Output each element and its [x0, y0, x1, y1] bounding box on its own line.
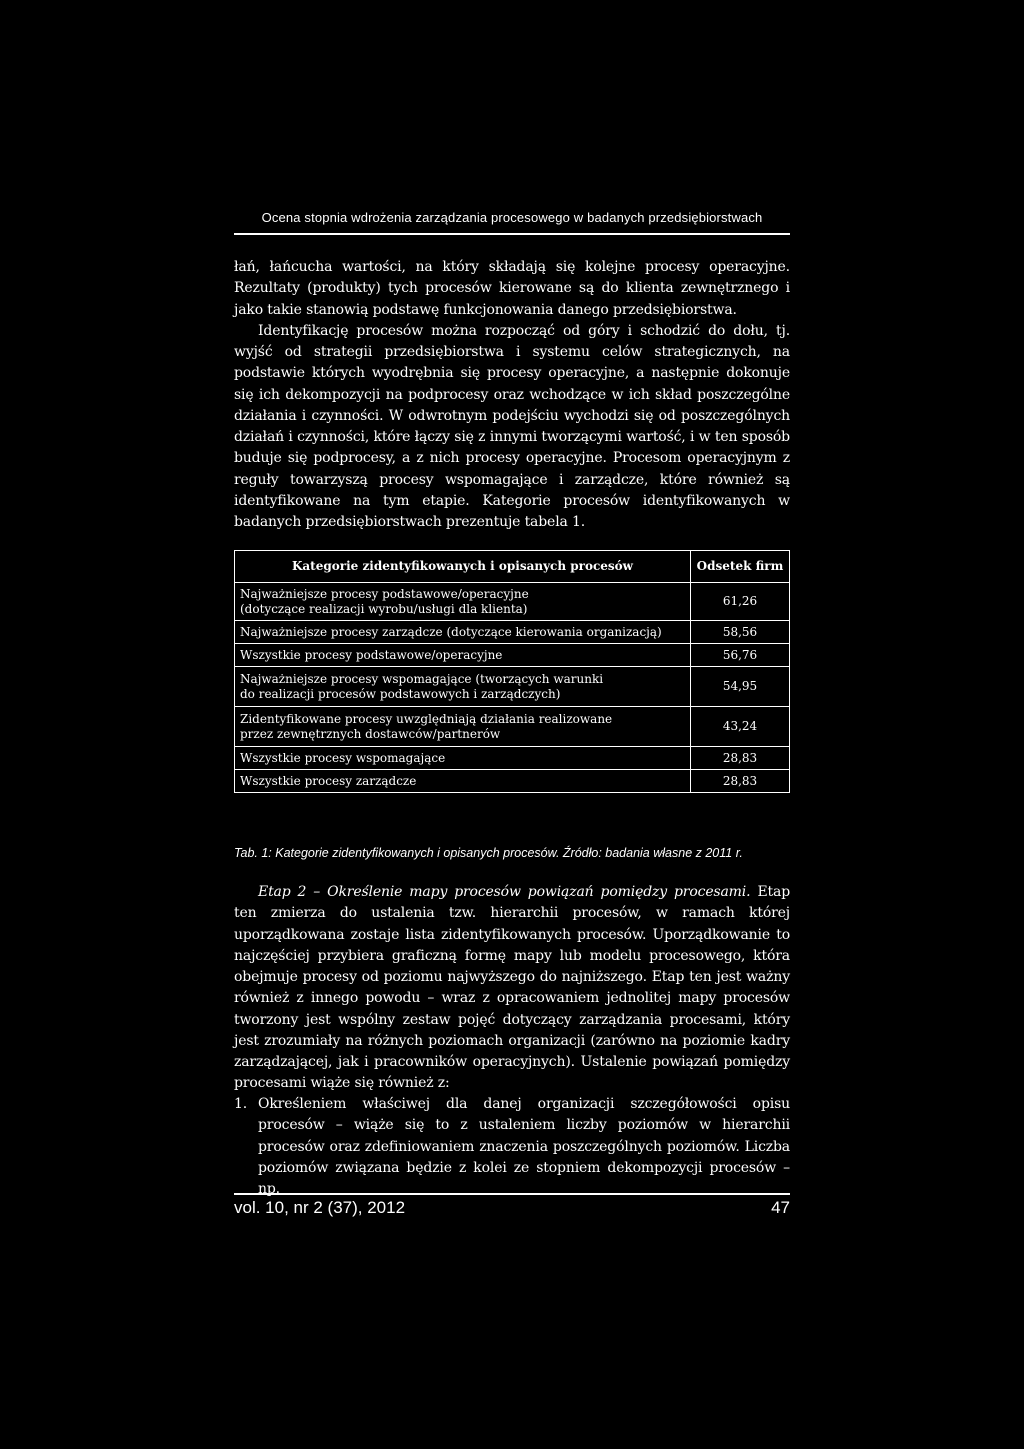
table-row [235, 667, 790, 707]
page-number: 47 [771, 1198, 790, 1217]
table-row [235, 644, 790, 667]
list-item-number: 1. [234, 1096, 248, 1112]
numbered-list [234, 1094, 790, 1200]
process-categories-table [234, 550, 790, 793]
table-cell-label: Wszystkie procesy podstawowe/operacyjne [235, 644, 691, 667]
table-caption: Tab. 1: Kategorie zidentyfikowanych i opisanych procesów. Źródło: badania własne z 2011 r. [234, 846, 743, 860]
table-cell-value: 54,95 [691, 667, 790, 707]
paragraph-3-text: Etap ten zmierza do ustalenia tzw. hierarchii procesów, w ramach której uporządkowana zostaje lista zidentyfikowanych procesów. Uporządkowanie to najczęściej przybiera graficzną formę mapy lub modelu procesowego, która obejmuje procesy od poziomu najwyższego do najniższego. Etap ten jest ważny również z innego powodu – wraz z opracowaniem jednolitej mapy procesów tworzony jest wspólny zestaw pojęć dotyczący zarządzania procesami, który jest zrozumiały na różnych poziomach organizacji (zarówno na poziomie kadry zarządzającej, jak i pracowników operacyjnych). Ustalenie powiązań pomiędzy procesami wiąże się również z: [234, 884, 791, 1092]
list-item-text: Określeniem właściwej dla danej organizacji szczegółowości opisu procesów – wiąże się to z ustaleniem liczby poziomów w hierarchii procesów oraz zdefiniowaniem znaczenia poszczególnych poziomów. Liczba poziomów związana będzie z kolei ze stopniem dekompozycji procesów – np. [258, 1096, 790, 1197]
table-cell-value: 58,56 [691, 621, 790, 644]
table-cell-value: 28,83 [691, 770, 790, 793]
table-cell-label: Najważniejsze procesy zarządcze (dotyczące kierowania organizacją) [235, 621, 691, 644]
table-cell-value: 56,76 [691, 644, 790, 667]
table-header-row [235, 551, 790, 583]
header-rule [234, 233, 790, 235]
table-cell-label: Najważniejsze procesy podstawowe/operacyjne (dotyczące realizacji wyrobu/usługi dla klienta) [235, 583, 691, 621]
table-row [235, 770, 790, 793]
table-row [235, 747, 790, 770]
body-text-top [234, 257, 790, 533]
table-cell-value: 43,24 [691, 707, 790, 747]
table-row [235, 583, 790, 621]
table-cell-label: Najważniejsze procesy wspomagające (tworzących warunki do realizacji procesów podstawowych i zarządczych) [235, 667, 691, 707]
footer-rule [234, 1193, 790, 1195]
paragraph-3 [234, 882, 790, 1095]
list-item [234, 1094, 790, 1200]
stage-heading: Etap 2 – Określenie mapy procesów powiązań pomiędzy procesami. [258, 884, 751, 900]
paragraph-1: łań, łańcucha wartości, na który składają się kolejne procesy operacyjne. Rezultaty (produkty) tych procesów kierowane są do klienta zewnętrznego i jako takie stanowią podstawę funkcjonowania danego przedsiębiorstwa. [234, 259, 790, 318]
table-cell-value: 28,83 [691, 747, 790, 770]
paragraph-2: Identyfikację procesów można rozpocząć od góry i schodzić do dołu, tj. wyjść od strategii przedsiębiorstwa i systemu celów strategicznych, na podstawie których wyodrębnia się procesy operacyjne, a następnie dokonuje się ich dekompozycji na podprocesy oraz wchodzące w ich skład poszczególne działania i czynności. W odwrotnym podejściu wychodzi się od poszczególnych działań i czynności, które łączy się z innymi tworzącymi wartość, i w ten sposób buduje się podprocesy, a z nich procesy operacyjne. Procesom operacyjnym z reguły towarzyszą procesy wspomagające i zarządcze, które również są identyfikowane na tym etapie. Kategorie procesów identyfikowanych w badanych przedsiębiorstwach prezentuje tabela 1. [234, 322, 790, 530]
table-cell-label: Wszystkie procesy zarządcze [235, 770, 691, 793]
table-header-value: Odsetek firm [691, 551, 790, 583]
table-header-category: Kategorie zidentyfikowanych i opisanych procesów [235, 551, 691, 583]
body-text-bottom [234, 882, 790, 1095]
table-cell-value: 61,26 [691, 583, 790, 621]
table-cell-label: Zidentyfikowane procesy uwzględniają działania realizowane przez zewnętrznych dostawców/partnerów [235, 707, 691, 747]
journal-issue: vol. 10, nr 2 (37), 2012 [234, 1198, 406, 1217]
table-cell-label: Wszystkie procesy wspomagające [235, 747, 691, 770]
running-header: Ocena stopnia wdrożenia zarządzania procesowego w badanych przedsiębiorstwach [261, 210, 763, 225]
table-row [235, 621, 790, 644]
table-row [235, 707, 790, 747]
